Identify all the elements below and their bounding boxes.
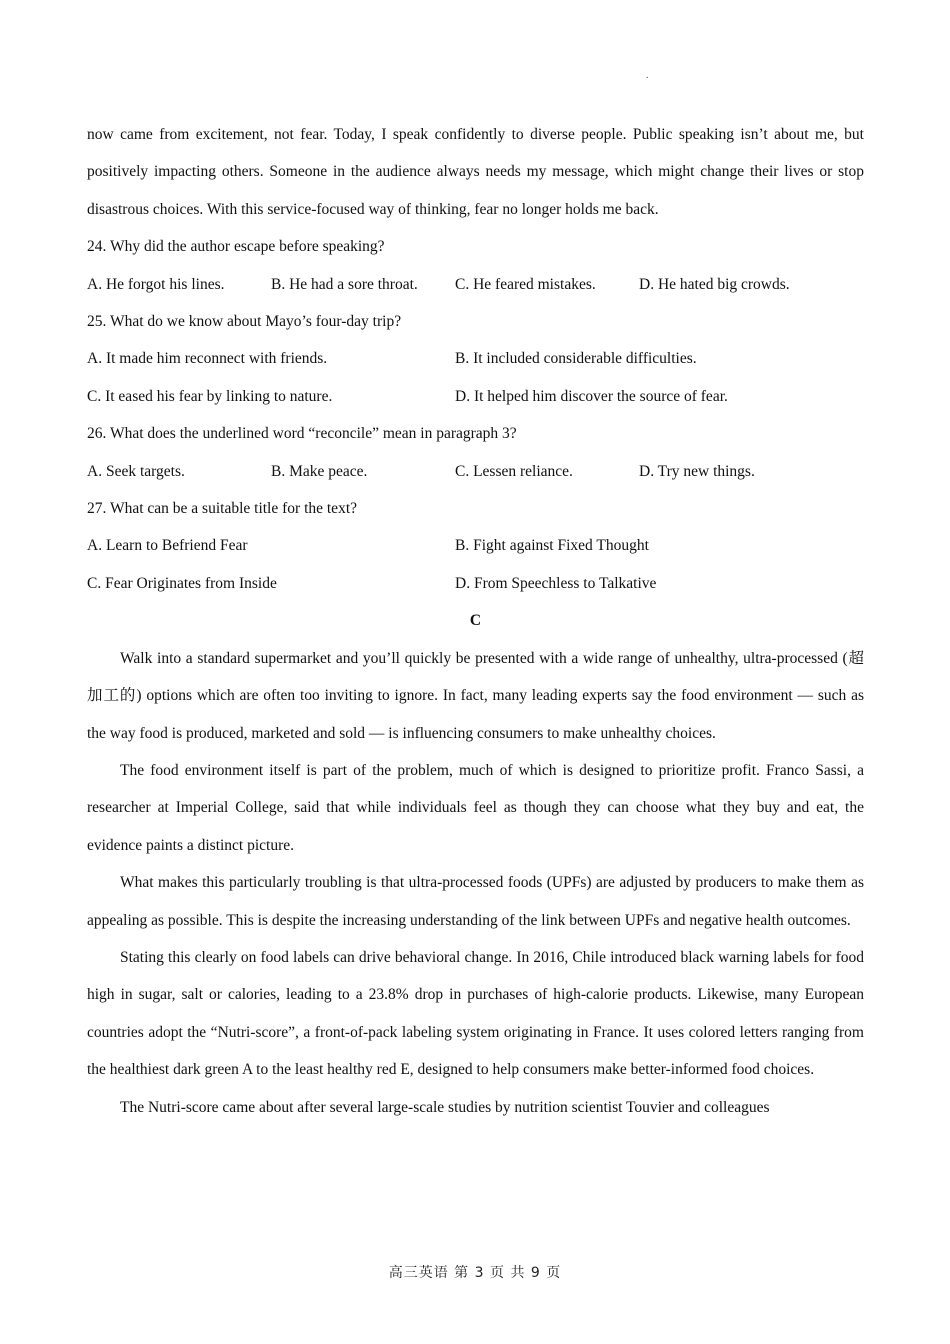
question-27 <box>87 490 864 602</box>
passage-paragraph: Stating this clearly on food labels can drive behavioral change. In 2016, Chile introduced black warning labels for food high in sugar, salt or calories, leading to a 23.8% drop in purchases of high-calorie products. Likewise, many European countries adopt the “Nutri-score”, a front-of-pack labeling system originating in France. It uses colored letters ranging from the healthiest dark green A to the least healthy red E, designed to help consumers make better-informed food choices. <box>87 948 864 1079</box>
options-row <box>87 378 864 415</box>
section-title: C <box>469 612 482 630</box>
options-row <box>87 453 864 490</box>
passage-paragraph: Walk into a standard supermarket and you’ll quickly be presented with a wide range of unhealthy, ultra-processed (超加工的) options which are often too inviting to ignore. In fact, many leading experts say the food environment — such as the way food is produced, marketed and sold — is influencing consumers to make unhealthy choices. <box>87 649 864 742</box>
option-a: A. He forgot his lines. <box>87 275 225 293</box>
passage-paragraph: The food environment itself is part of the problem, much of which is designed to prioritize profit. Franco Sassi, a researcher at Imperial College, said that while individuals feel as though they can choose what they buy and eat, the evidence paints a distinct picture. <box>87 761 864 854</box>
option-c: C. Lessen reliance. <box>455 462 573 480</box>
option-c: C. It eased his fear by linking to nature. <box>87 387 333 405</box>
option-a: A. It made him reconnect with friends. <box>87 350 328 368</box>
option-b: B. Make peace. <box>271 462 368 480</box>
header-mark: . <box>646 70 649 81</box>
question-stem: 26. What does the underlined word “reconcile” mean in paragraph 3? <box>87 425 517 443</box>
options-row <box>87 266 864 303</box>
option-c: C. He feared mistakes. <box>455 275 596 293</box>
question-stem: 27. What can be a suitable title for the text? <box>87 500 358 518</box>
intro-paragraph: now came from excitement, not fear. Today, I speak confidently to diverse people. Public speaking isn’t about me, but positively impacting others. Someone in the audience always needs my message, which might change their lives or stop disastrous choices. With this service-focused way of thinking, fear no longer holds me back. <box>87 126 864 218</box>
passage-paragraph: The Nutri-score came about after several large-scale studies by nutrition scientist Touvier and colleagues <box>120 1098 770 1116</box>
question-24 <box>87 228 864 303</box>
question-stem: 25. What do we know about Mayo’s four-day trip? <box>87 313 402 331</box>
question-stem: 24. Why did the author escape before speaking? <box>87 238 385 256</box>
options-row <box>87 565 864 602</box>
document-body <box>87 116 864 1126</box>
option-d: D. From Speechless to Talkative <box>455 574 657 592</box>
option-a: A. Learn to Befriend Fear <box>87 537 248 555</box>
question-25 <box>87 303 864 415</box>
question-26 <box>87 415 864 490</box>
option-b: B. Fight against Fixed Thought <box>455 537 649 555</box>
passage-paragraph: What makes this particularly troubling is that ultra-processed foods (UPFs) are adjusted by producers to make them as appealing as possible. This is despite the increasing understanding of the link between UPFs and negative health outcomes. <box>87 874 864 929</box>
options-row <box>87 527 864 564</box>
option-d: D. He hated big crowds. <box>639 275 790 293</box>
option-a: A. Seek targets. <box>87 462 185 480</box>
option-b: B. It included considerable difficulties. <box>455 350 697 368</box>
option-c: C. Fear Originates from Inside <box>87 574 277 592</box>
page-footer: 高三英语 第 3 页 共 9 页 <box>388 1265 562 1281</box>
options-row <box>87 340 864 377</box>
option-d: D. Try new things. <box>639 462 755 480</box>
option-b: B. He had a sore throat. <box>271 275 418 293</box>
option-d: D. It helped him discover the source of fear. <box>455 387 728 405</box>
